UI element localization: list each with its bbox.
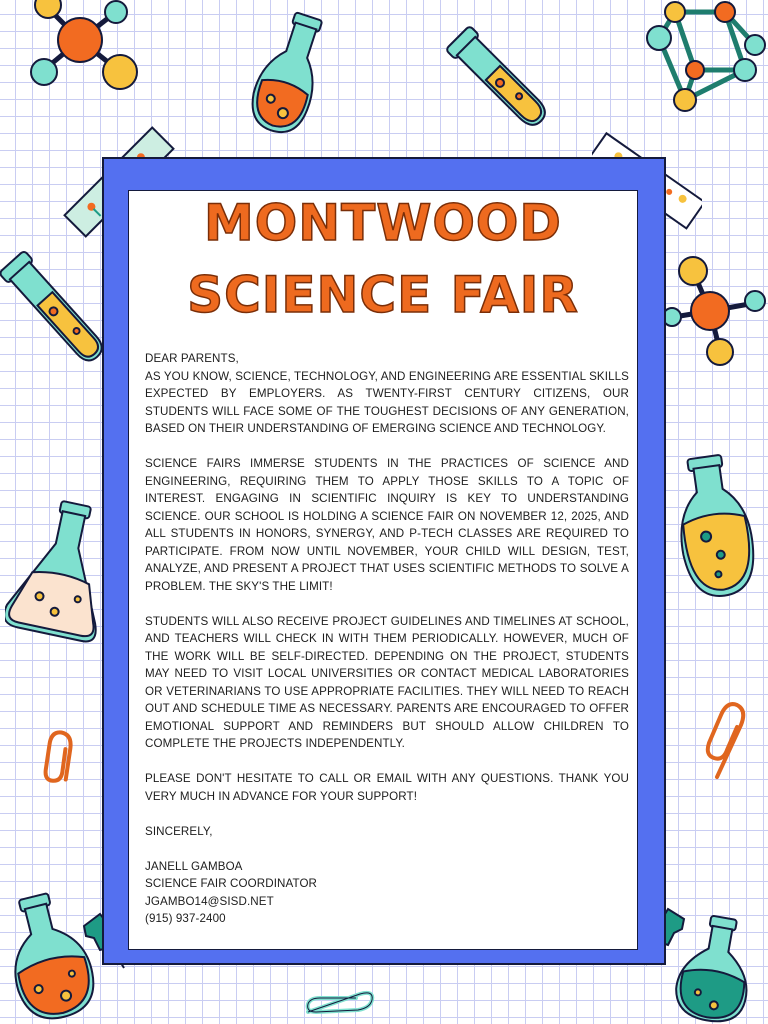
paragraph-4: PLEASE DON'T HESITATE TO CALL OR EMAIL WITH ANY QUESTIONS. THANK YOU VERY MUCH IN ADVANCE FOR YOUR SUPPORT! [145, 772, 629, 803]
letter-body [145, 350, 629, 928]
paragraph-3: STUDENTS WILL ALSO RECEIVE PROJECT GUIDELINES AND TIMELINES AT SCHOOL, AND TEACHERS WILL CHECK IN WITH THEM PERIODICALLY. HOWEVER, MUCH OF THE WORK WILL BE SELF-DIRECTED. DEPENDING ON THE PROJECT, STUDENTS MAY NEED TO VISIT LOCAL UNIVERSITIES OR CONTACT MEDICAL LABORATORIES OR VETERINARIANS TO USE APPROPRIATE FACILITIES. THEY WILL NEED TO REACH OUT AND SCHEDULE TIME AS NECESSARY. PARENTS ARE ENCOURAGED TO OFFER EMOTIONAL SUPPORT AND REMINDERS BUT SHOULD ALLOW CHILDREN TO COMPLETE THE PROJECTS INDEPENDENTLY. [145, 614, 629, 750]
signature-name: JANELL GAMBOA [145, 859, 243, 873]
paperclip-icon [705, 695, 755, 785]
signature-role: SCIENCE FAIR COORDINATOR [145, 877, 318, 890]
test-tube-icon [248, 8, 328, 143]
greeting: DEAR PARENTS, [145, 352, 239, 365]
title-line-2: SCIENCE FAIR [187, 266, 579, 324]
molecule-icon [660, 255, 768, 370]
flask-icon [5, 500, 115, 645]
signature-email: JGAMBO14@SISD.NET [145, 894, 274, 908]
flask-icon [672, 450, 762, 605]
signature-phone: (915) 937-2400 [145, 912, 226, 925]
paperclip-icon [300, 982, 380, 1020]
test-tube-icon [440, 20, 560, 140]
paperclip-icon [40, 705, 80, 790]
test-tube-icon [0, 245, 110, 375]
paragraph-1: AS YOU KNOW, SCIENCE, TECHNOLOGY, AND ENGINEERING ARE ESSENTIAL SKILLS EXPECTED BY EMPLOYERS. AS TWENTY-FIRST CENTURY CITIZENS, OUR STUDENTS WILL FACE SOME OF THE TOUGHEST DECISIONS OF ANY GENERATION, BASED ON THEIR UNDERSTANDING OF EMERGING SCIENCE AND TECHNOLOGY. [145, 369, 629, 435]
molecule-icon [20, 0, 140, 95]
molecule-icon [645, 0, 768, 115]
paragraph-2: SCIENCE FAIRS IMMERSE STUDENTS IN THE PRACTICES OF SCIENCE AND ENGINEERING, REQUIRING THEM TO APPLY THOSE SKILLS TO A TOPIC OF INTEREST. ENGAGING IN SCIENTIFIC INQUIRY IS KEY TO UNDERSTANDING SCIENCE. OUR SCHOOL IS HOLDING A SCIENCE FAIR ON NOVEMBER 12, 2025, AND ALL STUDENTS IN HONORS, SYNERGY, AND P-TECH CLASSES ARE REQUIRED TO PARTICIPATE. FROM NOW UNTIL NOVEMBER, YOUR CHILD WILL DESIGN, TEST, ANALYZE, AND PRESENT A PROJECT THAT USES SCIENTIFIC METHODS TO SOLVE A PROBLEM. THE SKY'S THE LIMIT! [145, 457, 629, 593]
title-line-1: MONTWOOD [204, 194, 562, 252]
closing: SINCERELY, [145, 824, 213, 838]
